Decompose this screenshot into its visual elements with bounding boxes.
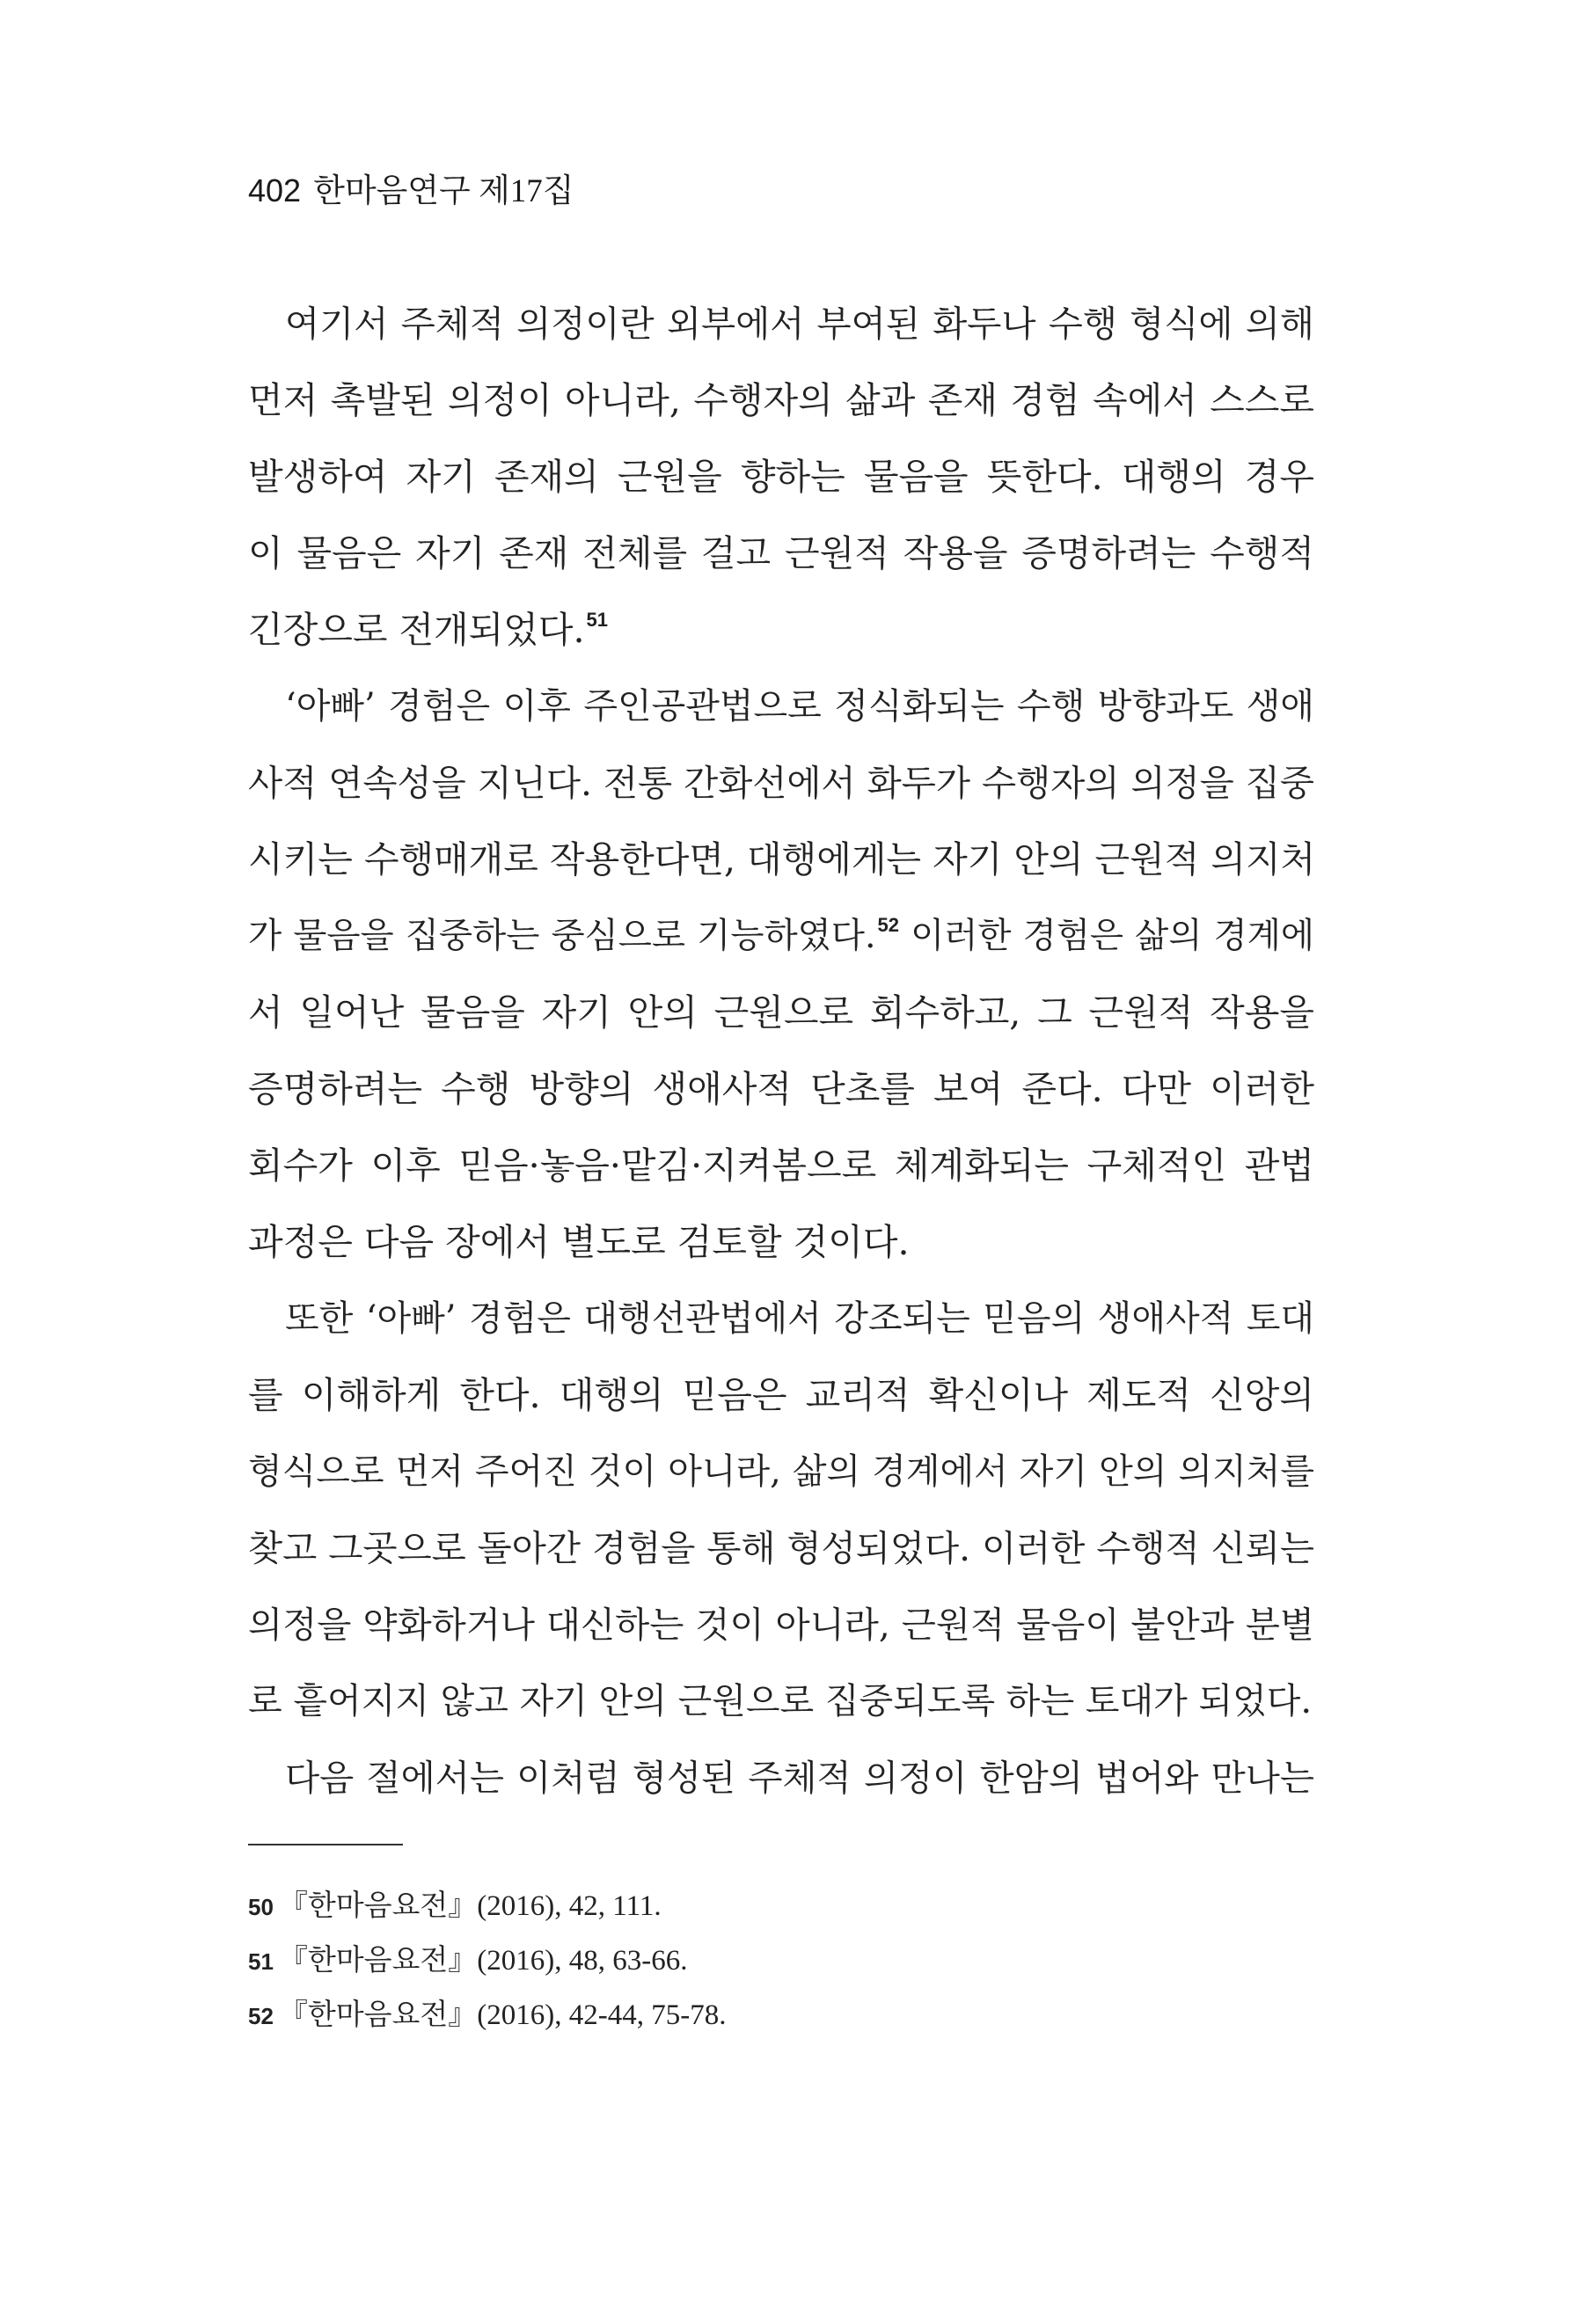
text-line: 증명하려는 수행 방향의 생애사적 단초를 보여 준다. 다만 이러한	[248, 1068, 1314, 1110]
footnote-50	[248, 1879, 1314, 1933]
footnote-number: 50	[248, 1894, 274, 1920]
running-header	[248, 169, 574, 214]
paragraph-4	[248, 1740, 1314, 1816]
body-text	[248, 286, 1314, 1816]
footnote-number: 52	[248, 2003, 274, 2029]
footnote-text: 『한마음요전』(2016), 42-44, 75-78.	[278, 1999, 727, 2031]
footnote-ref-52[interactable]: 52	[877, 914, 899, 936]
journal-title: 한마음연구 제17집	[313, 173, 574, 209]
text-line-with-footnote	[248, 592, 1314, 669]
text-line: 여기서 주체적 의정이란 외부에서 부여된 화두나 수행 형식에 의해	[285, 303, 1314, 345]
text-line: 찾고 그곳으로 돌아간 경험을 통해 형성되었다. 이러한 수행적 신뢰는	[248, 1527, 1314, 1569]
text-line: 형식으로 먼저 주어진 것이 아니라, 삶의 경계에서 자기 안의 의지처를	[248, 1451, 1314, 1492]
text-line-content: 긴장으로 전개되었다.	[248, 609, 585, 651]
paragraph-2	[248, 669, 1314, 1281]
footnote-text: 『한마음요전』(2016), 48, 63-66.	[278, 1945, 688, 1977]
page-number: 402	[248, 172, 302, 208]
footnote-52	[248, 1988, 1314, 2043]
text-line: 의정을 약화하거나 대신하는 것이 아니라, 근원적 물음이 불안과 분별	[248, 1604, 1314, 1646]
text-line: 다음 절에서는 이처럼 형성된 주체적 의정이 한암의 법어와 만나는	[285, 1757, 1314, 1799]
footnote-ref-51[interactable]: 51	[586, 609, 609, 631]
text-line-content: 이러한 경험은 삶의 경계에	[899, 916, 1315, 956]
text-line-with-footnote	[248, 898, 1314, 975]
text-line: ‘아빠’ 경험은 이후 주인공관법으로 정식화되는 수행 방향과도 생애	[285, 686, 1314, 727]
footnote-51	[248, 1933, 1314, 1988]
text-line: 또한 ‘아빠’ 경험은 대행선관법에서 강조되는 믿음의 생애사적 토대	[285, 1298, 1314, 1339]
paragraph-1	[248, 286, 1314, 669]
text-line: 서 일어난 물음을 자기 안의 근원으로 회수하고, 그 근원적 작용을	[248, 991, 1314, 1034]
text-line: 사적 연속성을 지닌다. 전통 간화선에서 화두가 수행자의 의정을 집중	[248, 762, 1314, 804]
text-line: 과정은 다음 장에서 별도로 검토할 것이다.	[248, 1221, 910, 1263]
text-line: 발생하여 자기 존재의 근원을 향하는 물음을 뜻한다. 대행의 경우	[248, 456, 1314, 498]
paragraph-3	[248, 1281, 1314, 1740]
text-line: 회수가 이후 믿음·놓음·맡김·지켜봄으로 체계화되는 구체적인 관법	[248, 1144, 1314, 1187]
text-line: 시키는 수행매개로 작용한다면, 대행에게는 자기 안의 근원적 의지처	[248, 838, 1316, 881]
footnote-text: 『한마음요전』(2016), 42, 111.	[278, 1890, 662, 1922]
footnote-divider	[248, 1844, 403, 1845]
footnotes	[248, 1879, 1314, 2043]
text-line-content: 가 물음을 집중하는 중심으로 기능하였다.	[248, 916, 876, 956]
text-line: 이 물음은 자기 존재 전체를 걸고 근원적 작용을 증명하려는 수행적	[248, 532, 1314, 574]
footnote-number: 51	[248, 1948, 274, 1975]
text-line: 로 흩어지지 않고 자기 안의 근원으로 집중되도록 하는 토대가 되었다.	[248, 1681, 1313, 1721]
text-line: 먼저 촉발된 의정이 아니라, 수행자의 삶과 존재 경험 속에서 스스로	[248, 379, 1314, 421]
text-line: 를 이해하게 한다. 대행의 믿음은 교리적 확신이나 제도적 신앙의	[248, 1374, 1314, 1416]
